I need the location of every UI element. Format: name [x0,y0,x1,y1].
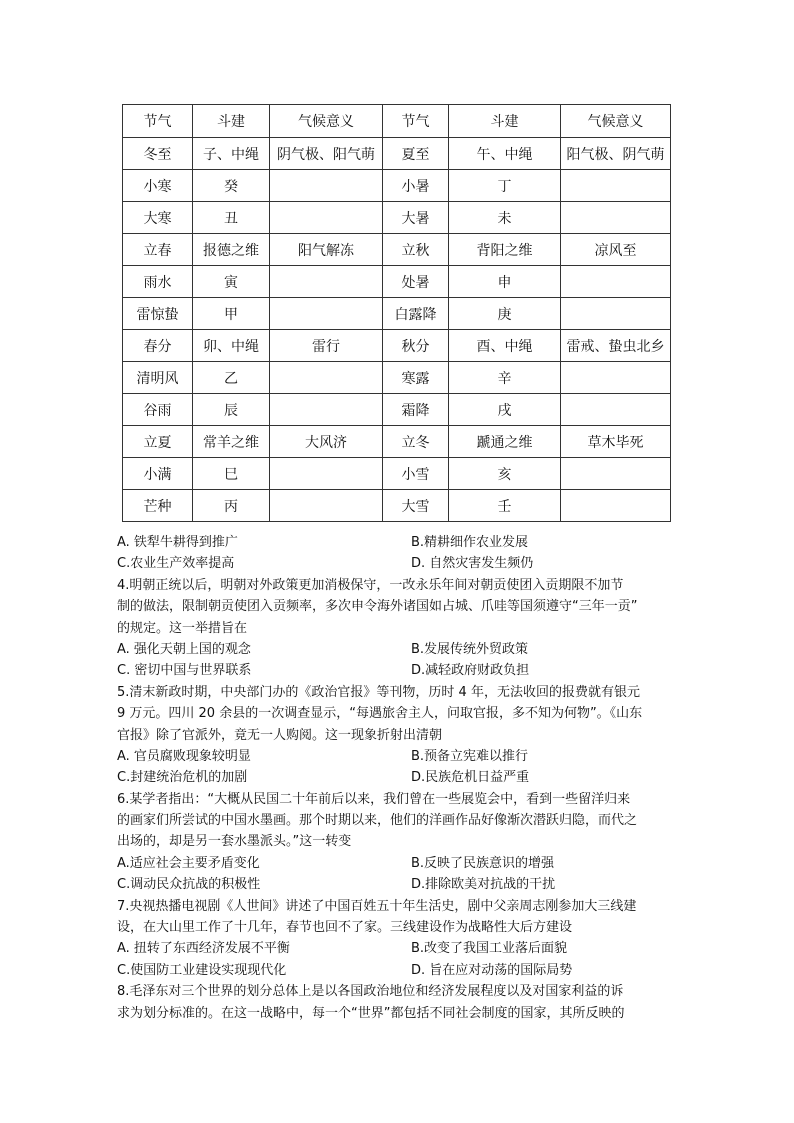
table-row [123,330,671,362]
table-cell: 子、中绳 [193,138,270,170]
table-cell: 立夏 [123,426,193,458]
table-cell: 雷惊蛰 [123,298,193,330]
option-row [117,938,682,959]
header-cell: 气候意义 [270,105,383,138]
table-row [123,458,671,490]
table-cell: 大雪 [383,490,449,522]
table-row [123,138,671,170]
table-cell: 寅 [193,266,270,298]
table-cell: 小寒 [123,170,193,202]
table-cell: 未 [449,202,561,234]
table-cell: 辰 [193,394,270,426]
q7-option-c: C.使国防工业建设实现现代化 [117,962,287,978]
table-cell: 小暑 [383,170,449,202]
table-row [123,298,671,330]
header-cell: 斗建 [449,105,561,138]
table-cell [561,458,671,490]
q3-option-b: B.精耕细作农业发展 [411,535,529,550]
table-cell: 秋分 [383,330,449,362]
table-cell [270,490,383,522]
option-row [117,746,682,767]
header-cell: 节气 [383,105,449,138]
table-cell: 凉风至 [561,234,671,266]
option-row [117,960,682,981]
q3-option-a: A. 铁犁牛耕得到推广 [117,535,238,550]
question-4-stem-line: 制的做法，限制朝贡使团入贡频率，多次申令海外诸国如占城、爪哇等国须遵守“三年一贡” [117,599,638,615]
table-cell: 寒露 [383,362,449,394]
table-cell: 常羊之维 [193,426,270,458]
option-row [117,874,682,895]
table-cell: 阳气解冻 [270,234,383,266]
q3-option-c: C.农业生产效率提高 [117,556,235,572]
table-cell [270,362,383,394]
table-cell: 丙 [193,490,270,522]
table-cell: 大寒 [123,202,193,234]
option-row [117,532,682,553]
header-cell: 气候意义 [561,105,671,138]
question-7-stem-line: 7.央视热播电视剧《人世间》讲述了中国百姓五十年生活史，剧中父亲周志刚参加大三线建 [117,898,637,914]
q4-option-c: C. 密切中国与世界联系 [117,663,252,679]
table-cell: 癸 [193,170,270,202]
table-cell: 背阳之维 [449,234,561,266]
table-cell [270,298,383,330]
table-cell: 芒种 [123,490,193,522]
q7-option-a: A. 扭转了东西经济发展不平衡 [117,941,290,957]
table-cell: 夏至 [383,138,449,170]
table-cell [561,394,671,426]
table-cell: 午、中绳 [449,138,561,170]
table-cell: 立冬 [383,426,449,458]
table-cell: 甲 [193,298,270,330]
q4-option-d: D.减轻政府财政负担 [411,663,530,679]
question-8-stem-line: 求为划分标准的。在这一战略中，每一个“世界”都包括不同社会制度的国家，其所反映的 [117,1005,625,1021]
question-7-stem-line: 设，在大山里工作了十几年，春节也回不了家。三线建设作为战略性大后方建设 [117,920,573,936]
option-row [117,767,682,788]
table-cell: 白露降 [383,298,449,330]
table-cell: 清明风 [123,362,193,394]
header-cell: 节气 [123,105,193,138]
table-row [123,170,671,202]
table-cell [270,202,383,234]
table-cell: 壬 [449,490,561,522]
question-5-stem-line: 5.清末新政时期，中央部门办的《政治官报》等刊物，历时 4 年，无法收回的报费就有银元 [117,684,640,700]
option-row [117,553,682,574]
table-cell: 大风济 [270,426,383,458]
q4-option-b: B.发展传统外贸政策 [411,641,529,657]
table-cell: 酉、中绳 [449,330,561,362]
table-cell: 蹏通之维 [449,426,561,458]
option-row [117,639,682,660]
table-row [123,234,671,266]
table-cell: 立春 [123,234,193,266]
table-cell [561,202,671,234]
option-row [117,660,682,681]
question-6-stem-line: 的画家们所尝试的中国水墨画。那个时期以来，他们的洋画作品好像渐次潜跃归隐，而代之 [117,813,638,829]
q7-option-b: B.改变了我国工业落后面貌 [411,941,568,957]
table-row [123,426,671,458]
table-cell: 草木毕死 [561,426,671,458]
table-cell: 雨水 [123,266,193,298]
table-row [123,362,671,394]
q6-option-c: C.调动民众抗战的积极性 [117,877,261,893]
q4-option-a: A. 强化天朝上国的观念 [117,641,251,657]
table-cell: 阳气极、阴气萌 [561,138,671,170]
table-row [123,490,671,522]
table-cell [561,170,671,202]
table-cell: 冬至 [123,138,193,170]
table-cell [561,362,671,394]
table-cell [270,170,383,202]
table-cell: 阴气极、阳气萌 [270,138,383,170]
q6-option-a: A.适应社会主要矛盾变化 [117,855,260,871]
table-cell: 霜降 [383,394,449,426]
table-cell: 庚 [449,298,561,330]
table-header-row [123,105,671,138]
table-row [123,202,671,234]
table-cell: 丁 [449,170,561,202]
table-cell: 戌 [449,394,561,426]
question-4-stem-line: 4.明朝正统以后，明朝对外政策更加消极保守，一改永乐年间对朝贡使团入贡期限不加节 [117,577,624,593]
table-cell: 巳 [193,458,270,490]
table-cell: 亥 [449,458,561,490]
q6-option-d: D.排除欧美对抗战的干扰 [411,877,556,893]
question-6-stem-line: 出场的，却是另一套水墨派头。”这一转变 [117,834,352,850]
q7-option-d: D. 旨在应对动荡的国际局势 [411,962,573,978]
q5-option-b: B.预备立宪难以推行 [411,748,529,764]
table-cell: 处暑 [383,266,449,298]
table-cell: 谷雨 [123,394,193,426]
question-6-stem-line: 6.某学者指出：“大概从民国二十年前后以来，我们曾在一些展览会中，看到一些留洋归来 [117,791,631,807]
table-cell: 大暑 [383,202,449,234]
solar-terms-table-container [122,104,670,522]
question-8-stem-line: 8.毛泽东对三个世界的划分总体上是以各国政治地位和经济发展程度以及对国家利益的诉 [117,984,624,1000]
table-cell: 卯、中绳 [193,330,270,362]
option-row [117,853,682,874]
table-row [123,394,671,426]
question-5-stem-line: 官报》除了官派外，竟无一人购阅。这一现象折射出清朝 [117,727,443,743]
q5-option-c: C.封建统治危机的加剧 [117,770,248,786]
q3-option-d: D. 自然灾害发生频仍 [411,556,534,572]
table-cell: 雷行 [270,330,383,362]
q5-option-a: A. 官员腐败现象较明显 [117,748,251,764]
table-cell: 报德之维 [193,234,270,266]
q5-option-d: D.民族危机日益严重 [411,770,530,786]
solar-terms-table [122,104,671,522]
table-cell [270,458,383,490]
questions-section [117,532,682,1024]
question-5-stem-line: 9 万元。四川 20 余县的一次调查显示，“每遇旅舍主人，问取官报，多不知为何物”。《山东 [117,706,643,722]
q6-option-b: B.反映了民族意识的增强 [411,855,555,871]
table-row [123,266,671,298]
table-cell: 小雪 [383,458,449,490]
table-cell: 小满 [123,458,193,490]
header-cell: 斗建 [193,105,270,138]
table-cell: 申 [449,266,561,298]
table-cell: 丑 [193,202,270,234]
table-cell: 乙 [193,362,270,394]
table-cell [270,394,383,426]
table-cell: 春分 [123,330,193,362]
table-cell [270,266,383,298]
table-cell [561,266,671,298]
table-cell [561,490,671,522]
table-cell [561,298,671,330]
table-cell: 雷戒、蛰虫北乡 [561,330,671,362]
table-cell: 立秋 [383,234,449,266]
table-cell: 辛 [449,362,561,394]
question-4-stem-line: 的规定。这一举措旨在 [117,620,248,636]
